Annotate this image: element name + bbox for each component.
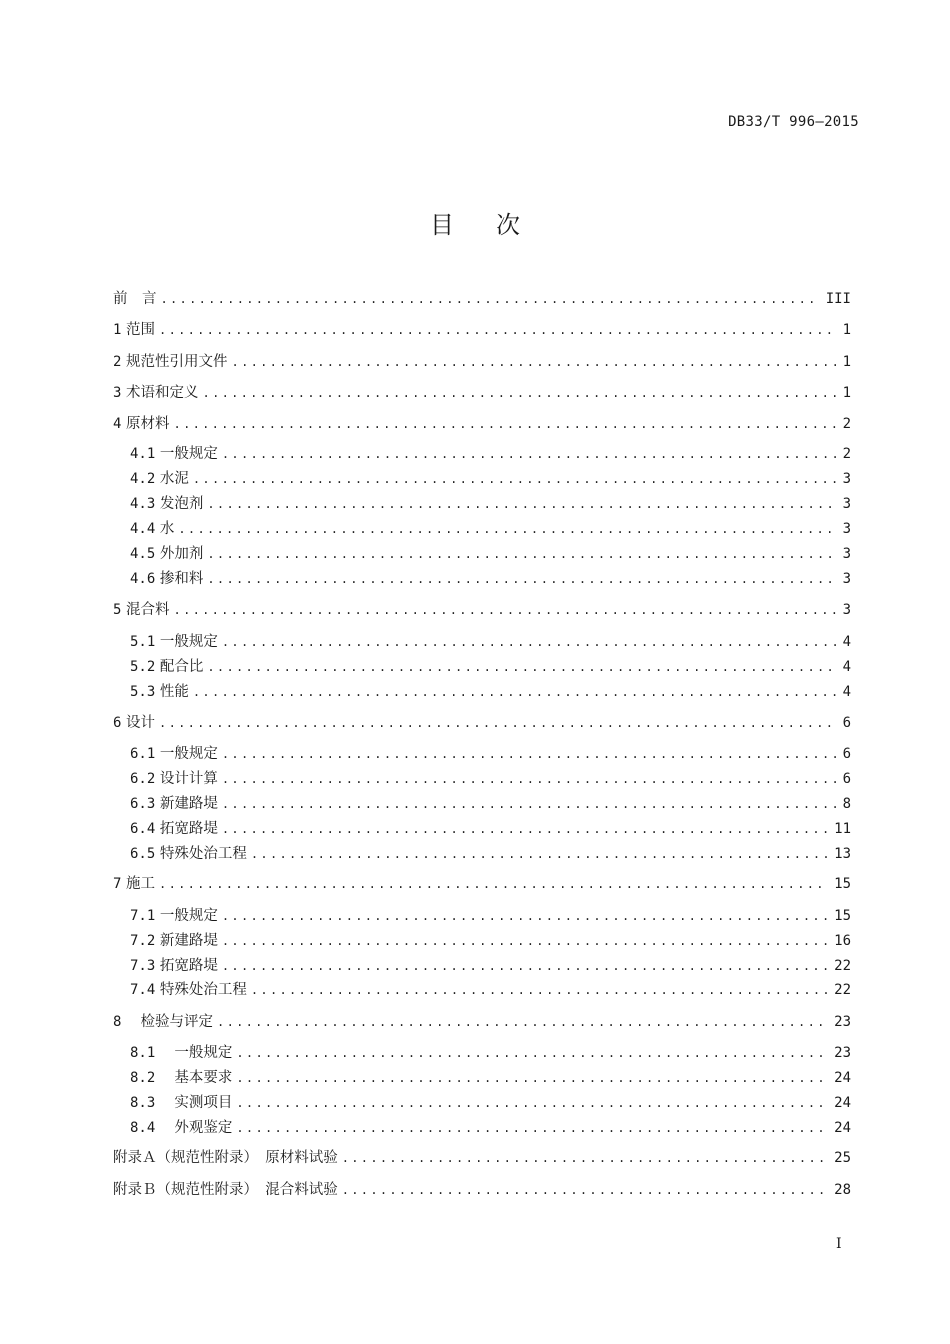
toc-entry-label xyxy=(113,1012,213,1032)
toc-entry-label xyxy=(113,600,170,620)
page-number: I xyxy=(836,1236,842,1252)
dot-leader xyxy=(193,469,837,489)
toc-entry-label xyxy=(113,874,155,894)
dot-leader xyxy=(203,383,837,403)
toc-entry-page: 28 xyxy=(834,1182,851,1198)
toc-entry-number: 8.1 xyxy=(130,1045,156,1061)
toc-entry-text: 配合比 xyxy=(159,659,204,675)
toc-entry-text: 拓宽路堤 xyxy=(159,821,218,837)
toc-entry-text: 外加剂 xyxy=(159,546,204,562)
toc-entry-label xyxy=(113,383,199,403)
toc-entry[interactable] xyxy=(130,544,851,564)
toc-entry[interactable] xyxy=(113,713,851,733)
toc-entry-text: 基本要求 xyxy=(159,1070,233,1086)
toc-entry-number: 6.4 xyxy=(130,821,156,837)
toc-entry[interactable] xyxy=(130,980,851,1000)
toc-entry[interactable] xyxy=(113,414,851,434)
dot-leader xyxy=(178,519,836,539)
toc-entry-number: 4 xyxy=(113,416,122,432)
toc-entry-page: 3 xyxy=(842,471,851,487)
toc-entry-label xyxy=(130,632,218,652)
toc-entry[interactable] xyxy=(113,1148,851,1168)
toc-entry[interactable] xyxy=(130,682,851,702)
toc-entry[interactable] xyxy=(130,494,851,514)
dot-leader xyxy=(159,874,828,894)
toc-entry[interactable] xyxy=(130,444,851,464)
toc-entry-label xyxy=(113,414,170,434)
toc-entry[interactable] xyxy=(113,320,851,340)
toc-entry-label xyxy=(130,906,218,926)
toc-entry-text: 性能 xyxy=(159,684,189,700)
dot-leader xyxy=(222,769,837,789)
toc-entry-text: 设计计算 xyxy=(159,771,218,787)
toc-entry-label xyxy=(130,956,218,976)
toc-entry-text: 特殊处治工程 xyxy=(159,982,247,998)
toc-entry-page: 2 xyxy=(842,446,851,462)
toc-entry-number: 6.1 xyxy=(130,746,156,762)
toc-entry-text: 新建路堤 xyxy=(159,933,218,949)
toc-entry-page: 24 xyxy=(834,1120,851,1136)
toc-entry-number: 6.5 xyxy=(130,846,156,862)
dot-leader xyxy=(217,1012,828,1032)
toc-entry[interactable] xyxy=(130,569,851,589)
toc-entry-page: 15 xyxy=(834,876,851,892)
dot-leader xyxy=(222,931,828,951)
toc-entry-label xyxy=(113,713,155,733)
toc-entry-label xyxy=(130,931,218,951)
dot-leader xyxy=(174,414,837,434)
toc-entry-text: 一般规定 xyxy=(159,446,218,462)
toc-entry-text: 一般规定 xyxy=(159,746,218,762)
toc-entry-number: 7.4 xyxy=(130,982,156,998)
toc-entry-page: 11 xyxy=(834,821,851,837)
dot-leader xyxy=(207,494,836,514)
page-title: 目次 xyxy=(430,211,562,239)
dot-leader xyxy=(222,794,837,814)
toc-entry-number: 7 xyxy=(113,876,122,892)
toc-entry[interactable] xyxy=(130,469,851,489)
toc-entry-text: 发泡剂 xyxy=(159,496,204,512)
toc-entry-number: 5.2 xyxy=(130,659,156,675)
dot-leader xyxy=(236,1068,828,1088)
toc-entry-label xyxy=(130,682,189,702)
toc-entry-number: 7.1 xyxy=(130,908,156,924)
toc-entry-page: 6 xyxy=(842,715,851,731)
dot-leader xyxy=(236,1043,828,1063)
toc-entry-number: 4.5 xyxy=(130,546,156,562)
toc-entry[interactable] xyxy=(113,383,851,403)
toc-entry-page: 23 xyxy=(834,1045,851,1061)
toc-entry-text: 一般规定 xyxy=(159,634,218,650)
toc-entry-page: 4 xyxy=(842,634,851,650)
toc-entry-page: 1 xyxy=(842,385,851,401)
toc-entry-text: 设计 xyxy=(126,715,156,731)
toc-entry[interactable] xyxy=(130,1043,851,1063)
toc-entry-text: 外观鉴定 xyxy=(159,1120,233,1136)
toc-entry-text: 混合料 xyxy=(126,602,170,618)
toc-entry-number: 8.3 xyxy=(130,1095,156,1111)
dot-leader xyxy=(236,1093,828,1113)
toc-entry-text: 一般规定 xyxy=(159,1045,233,1061)
dot-leader xyxy=(222,956,828,976)
toc-entry-number: 4.1 xyxy=(130,446,156,462)
toc-entry-page: 23 xyxy=(834,1014,851,1030)
toc-entry-label xyxy=(130,744,218,764)
toc-entry-page: 3 xyxy=(842,496,851,512)
toc-entry-number: 6.2 xyxy=(130,771,156,787)
toc-entry-page: 24 xyxy=(834,1095,851,1111)
toc-entry-label xyxy=(130,657,203,677)
dot-leader xyxy=(161,289,820,309)
dot-leader xyxy=(207,544,836,564)
toc-entry-number: 3 xyxy=(113,385,122,401)
dot-leader xyxy=(222,632,837,652)
dot-leader xyxy=(222,819,828,839)
toc-entry[interactable] xyxy=(130,956,851,976)
toc-entry-text: 水泥 xyxy=(159,471,189,487)
toc-entry-label xyxy=(113,289,157,309)
toc-entry-label xyxy=(130,1043,232,1063)
toc-entry-label xyxy=(130,444,218,464)
toc-entry-label xyxy=(130,569,203,589)
toc-entry-page: 4 xyxy=(842,659,851,675)
toc-entry-text: 特殊处治工程 xyxy=(159,846,247,862)
toc-entry-text: 规范性引用文件 xyxy=(126,354,228,370)
toc-entry-number: 4.6 xyxy=(130,571,156,587)
dot-leader xyxy=(159,713,837,733)
toc-entry-number: 1 xyxy=(113,322,122,338)
toc-entry-page: 1 xyxy=(842,322,851,338)
toc-entry[interactable] xyxy=(130,794,851,814)
toc-entry-number: 7.2 xyxy=(130,933,156,949)
toc-entry[interactable] xyxy=(113,289,851,309)
toc-entry-label xyxy=(113,352,228,372)
dot-leader xyxy=(207,569,836,589)
toc-entry-text: 新建路堤 xyxy=(159,796,218,812)
toc-entry-page: 3 xyxy=(842,602,851,618)
toc-entry-text: 术语和定义 xyxy=(126,385,199,401)
toc-entry[interactable] xyxy=(130,657,851,677)
toc-entry-label xyxy=(130,1118,232,1138)
toc-entry-page: 3 xyxy=(842,521,851,537)
toc-entry-number: 5 xyxy=(113,602,122,618)
toc-entry-page: 3 xyxy=(842,571,851,587)
toc-entry-text: 附录Ｂ（规范性附录） 混合料试验 xyxy=(113,1182,338,1198)
toc-entry-page: 25 xyxy=(834,1150,851,1166)
toc-entry[interactable] xyxy=(130,1068,851,1088)
toc-entry-text: 施工 xyxy=(126,876,156,892)
document-code: DB33/T 996—2015 xyxy=(728,114,859,130)
toc-entry-number: 8.2 xyxy=(130,1070,156,1086)
dot-leader xyxy=(222,444,837,464)
toc-entry[interactable] xyxy=(130,906,851,926)
toc-entry-number: 5.3 xyxy=(130,684,156,700)
dot-leader xyxy=(251,844,828,864)
toc-entry-number: 7.3 xyxy=(130,958,156,974)
toc-entry-page: 6 xyxy=(842,746,851,762)
toc-entry-page: 22 xyxy=(834,958,851,974)
toc-entry-label xyxy=(130,794,218,814)
toc-entry-page: 3 xyxy=(842,546,851,562)
toc-entry[interactable] xyxy=(113,352,851,372)
toc-entry-label xyxy=(130,494,203,514)
toc-entry-label xyxy=(130,819,218,839)
dot-leader xyxy=(251,980,828,1000)
toc-entry-page: 6 xyxy=(842,771,851,787)
toc-entry[interactable] xyxy=(130,519,851,539)
toc-entry-label xyxy=(130,980,247,1000)
toc-entry[interactable] xyxy=(130,769,851,789)
dot-leader xyxy=(193,682,837,702)
toc-entry-page: 16 xyxy=(834,933,851,949)
dot-leader xyxy=(207,657,836,677)
toc-entry-label xyxy=(130,544,203,564)
toc-entry-label xyxy=(130,1068,232,1088)
toc-entry-label xyxy=(113,1180,338,1200)
toc-entry-page: 22 xyxy=(834,982,851,998)
toc-entry-label xyxy=(113,1148,338,1168)
toc-entry-page: 4 xyxy=(842,684,851,700)
toc-entry-number: 4.3 xyxy=(130,496,156,512)
dot-leader xyxy=(232,352,837,372)
toc-entry[interactable] xyxy=(130,931,851,951)
toc-entry-label xyxy=(130,1093,232,1113)
dot-leader xyxy=(342,1148,828,1168)
dot-leader xyxy=(159,320,837,340)
toc-entry-label xyxy=(130,769,218,789)
toc-entry-text: 前 言 xyxy=(113,291,157,307)
toc-entry[interactable] xyxy=(113,1012,851,1032)
toc-entry-label xyxy=(130,519,174,539)
dot-leader xyxy=(222,906,828,926)
dot-leader xyxy=(236,1118,828,1138)
toc-entry-number: 8 xyxy=(113,1014,122,1030)
toc-entry-page: 13 xyxy=(834,846,851,862)
toc-entry-text: 实测项目 xyxy=(159,1095,233,1111)
toc-entry[interactable] xyxy=(113,600,851,620)
toc-entry-text: 附录Ａ（规范性附录） 原材料试验 xyxy=(113,1150,338,1166)
toc-entry-text: 一般规定 xyxy=(159,908,218,924)
toc-entry-page: 1 xyxy=(842,354,851,370)
toc-entry-number: 5.1 xyxy=(130,634,156,650)
toc-entry-text: 原材料 xyxy=(126,416,170,432)
toc-entry-text: 掺和料 xyxy=(159,571,204,587)
toc-entry[interactable] xyxy=(130,844,851,864)
toc-entry-number: 6 xyxy=(113,715,122,731)
toc-entry-page: 15 xyxy=(834,908,851,924)
toc-entry[interactable] xyxy=(130,744,851,764)
toc-entry-label xyxy=(130,469,189,489)
toc-entry-text: 范围 xyxy=(126,322,156,338)
toc-entry-label xyxy=(113,320,155,340)
toc-entry-text: 检验与评定 xyxy=(126,1014,214,1030)
toc-entry-text: 水 xyxy=(159,521,175,537)
toc-entry[interactable] xyxy=(113,1180,851,1200)
toc-entry[interactable] xyxy=(130,632,851,652)
toc-entry-page: III xyxy=(825,291,851,307)
dot-leader xyxy=(222,744,837,764)
toc-entry[interactable] xyxy=(130,819,851,839)
toc-entry[interactable] xyxy=(130,1093,851,1113)
toc-entry-label xyxy=(130,844,247,864)
toc-entry-page: 8 xyxy=(842,796,851,812)
toc-entry-number: 6.3 xyxy=(130,796,156,812)
toc-entry-number: 4.4 xyxy=(130,521,156,537)
toc-entry[interactable] xyxy=(130,1118,851,1138)
toc-entry-page: 24 xyxy=(834,1070,851,1086)
dot-leader xyxy=(342,1180,828,1200)
toc-entry-page: 2 xyxy=(842,416,851,432)
toc-entry-number: 2 xyxy=(113,354,122,370)
dot-leader xyxy=(174,600,837,620)
toc-entry-text: 拓宽路堤 xyxy=(159,958,218,974)
toc-entry-number: 4.2 xyxy=(130,471,156,487)
toc-entry-number: 8.4 xyxy=(130,1120,156,1136)
toc-entry[interactable] xyxy=(113,874,851,894)
